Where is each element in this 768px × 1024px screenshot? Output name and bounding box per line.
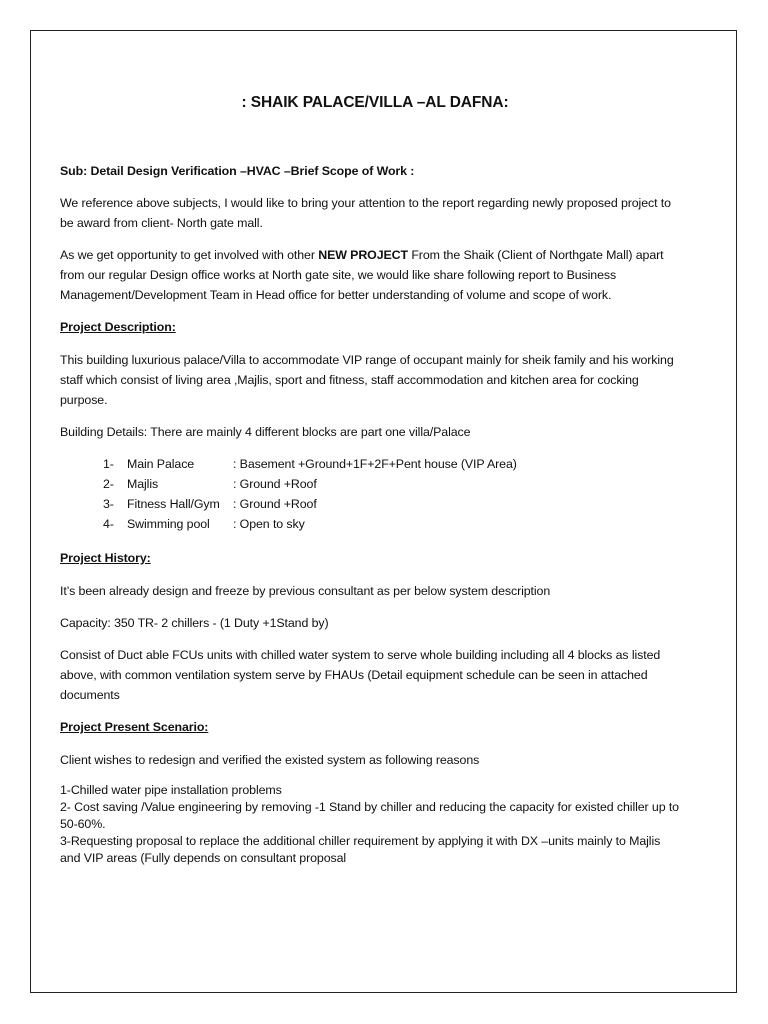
project-description-text: This building luxurious palace/Villa to accommodate VIP range of occupant mainly for sheik family and his working staff which consist of living area ,Majlis, sport and fitness, staff accommodation and kitchen area for cocking purpose. bbox=[60, 353, 674, 407]
list-item bbox=[103, 454, 680, 474]
block-number: 3- bbox=[103, 497, 114, 511]
block-detail: : Ground +Roof bbox=[233, 497, 317, 511]
reason-item: 3-Requesting proposal to replace the additional chiller requirement by applying it with DX –units mainly to Majlis and VIP areas (Fully depends on consultant proposal bbox=[60, 834, 661, 865]
block-detail: : Basement +Ground+1F+2F+Pent house (VIP Area) bbox=[233, 457, 517, 471]
block-number: 4- bbox=[103, 517, 114, 531]
page-title: : SHAIK PALACE/VILLA –AL DAFNA: bbox=[241, 94, 509, 111]
reason-item: 2- Cost saving /Value engineering by removing -1 Stand by chiller and reducing the capacity for existed chiller up to 50-60%. bbox=[60, 800, 679, 831]
block-name: Fitness Hall/Gym bbox=[127, 497, 220, 511]
intro-paragraph: We reference above subjects, I would like to bring your attention to the report regarding newly proposed project to be award from client- North gate mall. bbox=[60, 196, 671, 230]
opportunity-paragraph bbox=[60, 245, 680, 305]
project-history-text: It’s been already design and freeze by previous consultant as per below system description bbox=[60, 584, 551, 598]
list-item bbox=[103, 514, 680, 534]
reasons-list bbox=[60, 782, 680, 867]
present-scenario-text: Client wishes to redesign and verified the existed system as following reasons bbox=[60, 753, 480, 767]
block-number: 1- bbox=[103, 457, 114, 471]
capacity-text: Capacity: 350 TR- 2 chillers - (1 Duty +1Stand by) bbox=[60, 616, 329, 630]
document-body bbox=[60, 93, 680, 867]
opportunity-text-after: From the Shaik (Client of Northgate Mall) apart from our regular Design office works at North gate site, we would like share following report to Business Management/Development Team in Head office for better understanding of volume and scope of work. bbox=[60, 248, 664, 302]
consist-text: Consist of Duct able FCUs units with chilled water system to serve whole building including all 4 blocks as listed above, with common ventilation system serve by FHAUs (Detail equipment schedule can be seen in attached documents bbox=[60, 648, 661, 702]
blocks-list bbox=[60, 454, 680, 534]
project-history-heading: Project History: bbox=[60, 551, 151, 565]
block-detail: : Open to sky bbox=[233, 517, 305, 531]
project-description-heading: Project Description: bbox=[60, 320, 176, 334]
block-name: Majlis bbox=[127, 477, 159, 491]
building-details-text: Building Details: There are mainly 4 different blocks are part one villa/Palace bbox=[60, 425, 471, 439]
subject-line: Sub: Detail Design Verification –HVAC –Brief Scope of Work : bbox=[60, 164, 415, 178]
block-name: Main Palace bbox=[127, 457, 195, 471]
reason-item: 1-Chilled water pipe installation problems bbox=[60, 783, 282, 797]
opportunity-text-before: As we get opportunity to get involved with other bbox=[60, 248, 319, 262]
present-scenario-heading: Project Present Scenario: bbox=[60, 720, 209, 734]
block-detail: : Ground +Roof bbox=[233, 477, 317, 491]
block-number: 2- bbox=[103, 477, 114, 491]
new-project-emphasis: NEW PROJECT bbox=[318, 248, 408, 262]
block-name: Swimming pool bbox=[127, 517, 210, 531]
list-item bbox=[103, 474, 680, 494]
list-item bbox=[103, 494, 680, 514]
